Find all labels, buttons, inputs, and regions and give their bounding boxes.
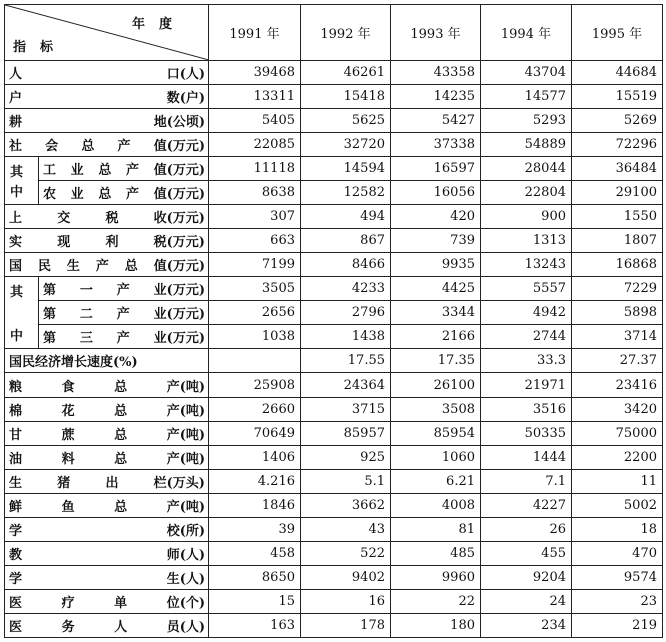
value-cell: 9402 xyxy=(301,565,391,589)
value-cell: 17.55 xyxy=(301,349,391,373)
row-label-cell xyxy=(5,205,209,229)
value-cell: 3505 xyxy=(209,277,301,301)
value-cell: 15418 xyxy=(301,85,391,109)
value-cell: 16868 xyxy=(572,253,663,277)
label-part: 油 xyxy=(9,451,23,467)
label-part: 业 xyxy=(70,187,84,203)
row-label xyxy=(39,279,208,298)
row-label xyxy=(5,135,208,154)
row-label-cell xyxy=(5,589,209,613)
value-cell: 16597 xyxy=(391,157,481,181)
row-label-cell xyxy=(5,109,209,133)
value-cell: 39 xyxy=(209,517,301,541)
row-label: 国民经济增长速度(%) xyxy=(9,355,138,371)
value-cell: 4425 xyxy=(391,277,481,301)
label-part: 产 xyxy=(95,259,109,275)
label-part: 收(万元) xyxy=(153,211,205,227)
corner-top-char: 年 xyxy=(131,17,145,32)
value-cell: 1406 xyxy=(209,445,301,469)
value-cell: 3508 xyxy=(391,397,481,421)
label-part: 学 xyxy=(9,523,23,539)
value-cell: 7199 xyxy=(209,253,301,277)
label-part: 校(所) xyxy=(166,523,205,539)
value-cell: 21971 xyxy=(481,373,572,397)
value-cell: 26 xyxy=(481,517,572,541)
value-cell: 1444 xyxy=(481,445,572,469)
corner-header-cell xyxy=(5,5,209,61)
value-cell: 178 xyxy=(301,613,391,637)
row-label-cell xyxy=(5,373,209,397)
value-cell: 163 xyxy=(209,613,301,637)
row-label xyxy=(5,400,208,419)
value-cell: 485 xyxy=(391,541,481,565)
value-cell: 25908 xyxy=(209,373,301,397)
value-cell: 70649 xyxy=(209,421,301,445)
value-cell: 9960 xyxy=(391,565,481,589)
statistics-table xyxy=(4,4,663,638)
label-part: 学 xyxy=(9,571,23,587)
table-row xyxy=(5,541,663,565)
label-part: 总 xyxy=(114,499,128,515)
label-part: 生 xyxy=(66,259,80,275)
year-header: 1992 年 xyxy=(301,5,391,61)
label-part: 税(万元) xyxy=(153,235,205,251)
value-cell: 75000 xyxy=(572,421,663,445)
label-part: 总 xyxy=(81,139,95,155)
label-part: 医 xyxy=(9,595,23,611)
value-cell: 33.3 xyxy=(481,349,572,373)
row-label-cell xyxy=(39,325,209,349)
table-row xyxy=(5,421,663,445)
label-part: 总 xyxy=(98,187,112,203)
table-row xyxy=(5,589,663,613)
label-part: 总 xyxy=(114,403,128,419)
table-row xyxy=(5,253,663,277)
value-cell: 22804 xyxy=(481,181,572,205)
value-cell: 4.216 xyxy=(209,469,301,493)
value-cell: 43704 xyxy=(481,61,572,85)
row-label xyxy=(5,376,208,395)
value-cell: 8650 xyxy=(209,565,301,589)
value-cell: 13311 xyxy=(209,85,301,109)
value-cell: 1846 xyxy=(209,493,301,517)
label-part: 单 xyxy=(114,595,128,611)
table-row xyxy=(5,445,663,469)
label-part: 国 xyxy=(9,259,23,275)
label-part: 会 xyxy=(45,139,59,155)
value-cell: 900 xyxy=(481,205,572,229)
label-part: 上 xyxy=(9,211,23,227)
value-cell: 3344 xyxy=(391,301,481,325)
row-label xyxy=(5,255,208,274)
value-cell: 739 xyxy=(391,229,481,253)
label-part: 人 xyxy=(114,619,128,635)
value-cell: 3662 xyxy=(301,493,391,517)
row-label-cell xyxy=(5,493,209,517)
value-cell: 455 xyxy=(481,541,572,565)
label-part: 农 xyxy=(43,187,57,203)
value-cell: 16 xyxy=(301,589,391,613)
label-part: 总 xyxy=(98,163,112,179)
label-part: 产 xyxy=(126,163,140,179)
value-cell: 6.21 xyxy=(391,469,481,493)
row-label xyxy=(5,544,208,563)
label-part: 师(人) xyxy=(166,547,205,563)
label-part: 产 xyxy=(117,139,131,155)
row-label xyxy=(5,87,208,106)
value-cell: 522 xyxy=(301,541,391,565)
label-part: 实 xyxy=(9,235,23,251)
row-label-cell xyxy=(5,349,209,373)
row-label xyxy=(5,520,208,539)
row-label xyxy=(5,424,208,443)
row-label xyxy=(39,159,208,178)
value-cell: 867 xyxy=(301,229,391,253)
label-part: 总 xyxy=(114,379,128,395)
year-header: 1994 年 xyxy=(481,5,572,61)
value-cell: 8638 xyxy=(209,181,301,205)
table-row xyxy=(5,517,663,541)
value-cell: 14594 xyxy=(301,157,391,181)
value-cell: 1313 xyxy=(481,229,572,253)
value-cell: 8466 xyxy=(301,253,391,277)
value-cell: 5625 xyxy=(301,109,391,133)
label-part: 产(吨) xyxy=(166,499,205,515)
row-label xyxy=(5,231,208,250)
header-row xyxy=(5,5,663,61)
value-cell: 5.1 xyxy=(301,469,391,493)
value-cell: 13243 xyxy=(481,253,572,277)
value-cell: 16056 xyxy=(391,181,481,205)
value-cell: 22085 xyxy=(209,133,301,157)
label-part: 产(吨) xyxy=(166,451,205,467)
label-part: 第 xyxy=(43,283,57,299)
value-cell: 28044 xyxy=(481,157,572,181)
label-part: 业 xyxy=(70,163,84,179)
value-cell: 3420 xyxy=(572,397,663,421)
label-part: 值(万元) xyxy=(153,139,205,155)
group-char-bottom: 中 xyxy=(10,185,24,201)
value-cell: 470 xyxy=(572,541,663,565)
value-cell: 15519 xyxy=(572,85,663,109)
label-part: 值(万元) xyxy=(153,163,205,179)
value-cell: 23416 xyxy=(572,373,663,397)
value-cell: 4227 xyxy=(481,493,572,517)
label-part: 业(万元) xyxy=(153,331,205,347)
label-part: 位(个) xyxy=(166,595,205,611)
row-label-cell xyxy=(5,133,209,157)
value-cell: 307 xyxy=(209,205,301,229)
corner-bottom-char: 指 xyxy=(13,40,27,56)
value-cell: 5269 xyxy=(572,109,663,133)
value-cell: 43 xyxy=(301,517,391,541)
row-label xyxy=(39,183,208,202)
row-label xyxy=(5,448,208,467)
value-cell: 72296 xyxy=(572,133,663,157)
row-label-cell xyxy=(5,253,209,277)
value-cell: 5557 xyxy=(481,277,572,301)
label-part: 业(万元) xyxy=(153,283,205,299)
value-cell: 1438 xyxy=(301,325,391,349)
table-row xyxy=(5,229,663,253)
label-part: 税 xyxy=(105,211,119,227)
label-part: 交 xyxy=(57,211,71,227)
value-cell: 5898 xyxy=(572,301,663,325)
value-cell: 14235 xyxy=(391,85,481,109)
label-part: 总 xyxy=(124,259,138,275)
table-row xyxy=(5,325,663,349)
value-cell: 3516 xyxy=(481,397,572,421)
row-label-cell xyxy=(5,565,209,589)
value-cell: 2796 xyxy=(301,301,391,325)
label-part: 产(吨) xyxy=(166,379,205,395)
label-part: 地(公顷) xyxy=(153,115,205,131)
value-cell: 15 xyxy=(209,589,301,613)
corner-top-char: 度 xyxy=(158,17,172,32)
row-label xyxy=(5,111,208,130)
table-row xyxy=(5,181,663,205)
label-part: 疗 xyxy=(61,595,75,611)
label-part: 社 xyxy=(9,139,23,155)
value-cell: 18 xyxy=(572,517,663,541)
value-cell: 29100 xyxy=(572,181,663,205)
label-part: 鲜 xyxy=(9,499,23,515)
table-row xyxy=(5,301,663,325)
value-cell: 50335 xyxy=(481,421,572,445)
value-cell: 12582 xyxy=(301,181,391,205)
label-part: 产 xyxy=(126,187,140,203)
row-label xyxy=(5,616,208,635)
value-cell: 2166 xyxy=(391,325,481,349)
value-cell: 24364 xyxy=(301,373,391,397)
value-cell: 11118 xyxy=(209,157,301,181)
value-cell: 43358 xyxy=(391,61,481,85)
value-cell: 23 xyxy=(572,589,663,613)
label-part: 利 xyxy=(105,235,119,251)
value-cell: 27.37 xyxy=(572,349,663,373)
table-row xyxy=(5,109,663,133)
row-label-cell xyxy=(5,517,209,541)
value-cell: 663 xyxy=(209,229,301,253)
value-cell: 24 xyxy=(481,589,572,613)
corner-bottom-char: 标 xyxy=(40,40,54,56)
label-part: 医 xyxy=(9,619,23,635)
value-cell: 234 xyxy=(481,613,572,637)
value-cell: 9204 xyxy=(481,565,572,589)
value-cell: 9935 xyxy=(391,253,481,277)
value-cell: 4233 xyxy=(301,277,391,301)
row-label xyxy=(5,568,208,587)
label-part: 栏(万头) xyxy=(153,475,205,491)
row-label xyxy=(39,327,208,346)
value-cell: 7229 xyxy=(572,277,663,301)
value-cell: 925 xyxy=(301,445,391,469)
row-label-cell xyxy=(5,445,209,469)
label-part: 棉 xyxy=(9,403,23,419)
label-part: 产 xyxy=(116,283,130,299)
value-cell: 46261 xyxy=(301,61,391,85)
row-label-cell xyxy=(39,301,209,325)
value-cell: 1807 xyxy=(572,229,663,253)
value-cell: 4942 xyxy=(481,301,572,325)
value-cell: 2656 xyxy=(209,301,301,325)
row-label xyxy=(5,63,208,82)
label-part: 粮 xyxy=(9,379,23,395)
value-cell: 494 xyxy=(301,205,391,229)
value-cell: 7.1 xyxy=(481,469,572,493)
label-part: 值(万元) xyxy=(153,187,205,203)
value-cell: 5002 xyxy=(572,493,663,517)
table-row xyxy=(5,205,663,229)
value-cell xyxy=(209,349,301,373)
year-header: 1991 年 xyxy=(209,5,301,61)
table-row xyxy=(5,277,663,301)
value-cell: 458 xyxy=(209,541,301,565)
label-part: 二 xyxy=(79,307,93,323)
value-cell: 36484 xyxy=(572,157,663,181)
label-part: 员(人) xyxy=(166,619,205,635)
row-label xyxy=(5,207,208,226)
label-part: 食 xyxy=(61,379,75,395)
value-cell: 85957 xyxy=(301,421,391,445)
row-label-cell xyxy=(39,277,209,301)
label-part: 耕 xyxy=(9,115,23,131)
table-row xyxy=(5,85,663,109)
label-part: 总 xyxy=(114,451,128,467)
value-cell: 420 xyxy=(391,205,481,229)
value-cell: 5427 xyxy=(391,109,481,133)
group-label-cell xyxy=(5,157,39,205)
value-cell: 4008 xyxy=(391,493,481,517)
group-label-cell xyxy=(5,277,39,349)
label-part: 出 xyxy=(105,475,119,491)
value-cell: 32720 xyxy=(301,133,391,157)
value-cell: 22 xyxy=(391,589,481,613)
corner-bottom-label xyxy=(13,36,53,55)
group-char-top: 其 xyxy=(10,165,24,181)
row-label-cell xyxy=(5,613,209,637)
label-part: 产(吨) xyxy=(166,403,205,419)
label-part: 数(户) xyxy=(166,91,205,107)
value-cell: 26100 xyxy=(391,373,481,397)
label-part: 猪 xyxy=(57,475,71,491)
value-cell: 2660 xyxy=(209,397,301,421)
label-part: 产 xyxy=(116,307,130,323)
label-part: 民 xyxy=(37,259,51,275)
label-part: 产 xyxy=(116,331,130,347)
value-cell: 54889 xyxy=(481,133,572,157)
group-char-top: 其 xyxy=(10,285,24,301)
label-part: 生 xyxy=(9,475,23,491)
value-cell: 2744 xyxy=(481,325,572,349)
value-cell: 85954 xyxy=(391,421,481,445)
table-row xyxy=(5,157,663,181)
label-part: 口(人) xyxy=(166,67,205,83)
value-cell: 11 xyxy=(572,469,663,493)
group-char-bottom: 中 xyxy=(10,329,24,345)
row-label xyxy=(5,472,208,491)
row-label xyxy=(5,496,208,515)
label-part: 一 xyxy=(79,283,93,299)
label-part: 甘 xyxy=(9,427,23,443)
label-part: 教 xyxy=(9,547,23,563)
label-part: 第 xyxy=(43,331,57,347)
label-part: 花 xyxy=(61,403,75,419)
label-part: 生(人) xyxy=(166,571,205,587)
label-part: 鱼 xyxy=(61,499,75,515)
row-label-cell xyxy=(5,229,209,253)
table-row xyxy=(5,397,663,421)
row-label xyxy=(39,303,208,322)
label-part: 蔗 xyxy=(61,427,75,443)
table-row xyxy=(5,613,663,637)
row-label-cell xyxy=(5,421,209,445)
value-cell: 44684 xyxy=(572,61,663,85)
label-part: 产(吨) xyxy=(166,427,205,443)
value-cell: 37338 xyxy=(391,133,481,157)
label-part: 现 xyxy=(57,235,71,251)
row-label-cell xyxy=(5,541,209,565)
value-cell: 1550 xyxy=(572,205,663,229)
table-row xyxy=(5,349,663,373)
value-cell: 81 xyxy=(391,517,481,541)
label-part: 总 xyxy=(114,427,128,443)
year-header: 1995 年 xyxy=(572,5,663,61)
row-label xyxy=(5,592,208,611)
row-label-cell xyxy=(39,157,209,181)
value-cell: 2200 xyxy=(572,445,663,469)
value-cell: 9574 xyxy=(572,565,663,589)
table-row xyxy=(5,373,663,397)
value-cell: 39468 xyxy=(209,61,301,85)
row-label-cell xyxy=(5,397,209,421)
corner-top-label xyxy=(132,13,172,32)
table-row xyxy=(5,493,663,517)
value-cell: 5293 xyxy=(481,109,572,133)
year-header: 1993 年 xyxy=(391,5,481,61)
label-part: 值(万元) xyxy=(153,259,205,275)
label-part: 务 xyxy=(61,619,75,635)
label-part: 工 xyxy=(43,163,57,179)
row-label-cell xyxy=(5,85,209,109)
label-part: 业(万元) xyxy=(153,307,205,323)
value-cell: 17.35 xyxy=(391,349,481,373)
value-cell: 1038 xyxy=(209,325,301,349)
value-cell: 3714 xyxy=(572,325,663,349)
table-row xyxy=(5,469,663,493)
label-part: 第 xyxy=(43,307,57,323)
label-part: 三 xyxy=(79,331,93,347)
value-cell: 3715 xyxy=(301,397,391,421)
row-label-cell xyxy=(5,61,209,85)
table-row xyxy=(5,61,663,85)
table-row xyxy=(5,133,663,157)
label-part: 户 xyxy=(9,91,23,107)
value-cell: 219 xyxy=(572,613,663,637)
row-label-cell xyxy=(5,469,209,493)
value-cell: 180 xyxy=(391,613,481,637)
row-label-cell xyxy=(39,181,209,205)
label-part: 人 xyxy=(9,67,23,83)
label-part: 料 xyxy=(61,451,75,467)
table-row xyxy=(5,565,663,589)
value-cell: 5405 xyxy=(209,109,301,133)
value-cell: 1060 xyxy=(391,445,481,469)
value-cell: 14577 xyxy=(481,85,572,109)
